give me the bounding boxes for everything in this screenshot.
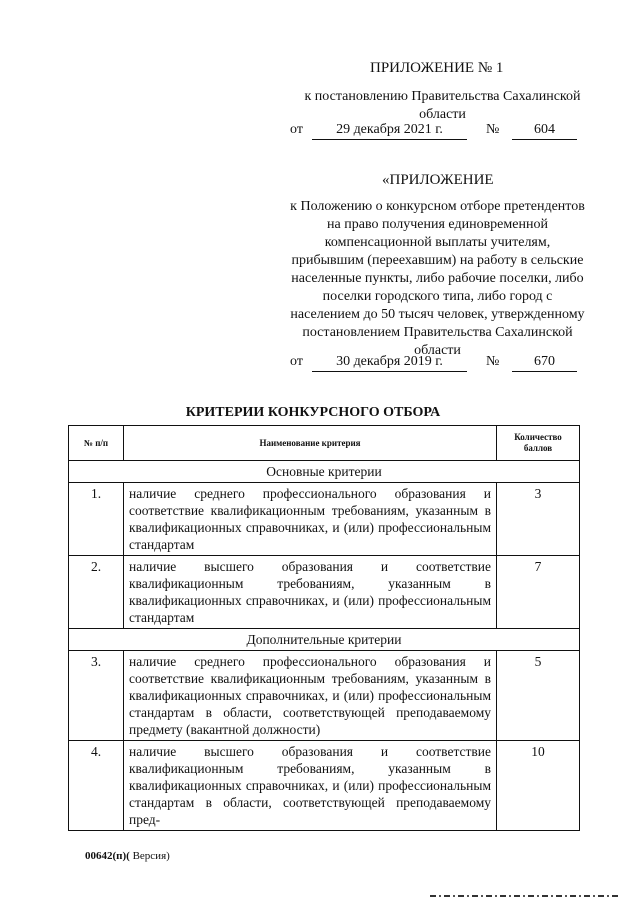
row-score: 7 [497, 556, 580, 629]
section-title: Дополнительные критерии [69, 629, 580, 651]
section-row [69, 461, 580, 483]
regulation-date: 30 декабря 2019 г. [312, 354, 467, 372]
appendix-subtitle: к постановлению Правительства Сахалинской области [304, 89, 581, 122]
document-code-text: 00642(п)( [85, 850, 130, 862]
number-sign: № [486, 354, 500, 369]
row-number: 4. [69, 741, 124, 831]
row-criterion: наличие высшего образования и соответствие квалификационным требованиям, указанным в квалификационных справочниках, и (или) профессиональным стандартам в области, соответствующей преподаваемому пред- [124, 741, 497, 831]
appendix-title: ПРИЛОЖЕНИЕ № 1 [370, 60, 504, 76]
table-row [69, 741, 580, 831]
document-version: Версия) [129, 850, 170, 862]
row-number: 2. [69, 556, 124, 629]
table-row [69, 556, 580, 629]
section-title: Основные критерии [69, 461, 580, 483]
regulation-appendix-title: «ПРИЛОЖЕНИЕ [382, 172, 494, 188]
row-criterion: наличие высшего образования и соответствие квалификационным требованиям, указанным в квалификационных справочниках, и (или) профессиональным стандартам [124, 556, 497, 629]
date-prefix: от [290, 354, 303, 369]
table-header-row [69, 426, 580, 461]
regulation-number: 670 [512, 354, 577, 372]
appendix-number: 604 [512, 122, 577, 140]
row-number: 3. [69, 651, 124, 741]
criteria-table [68, 425, 580, 831]
date-prefix: от [290, 122, 303, 137]
document-code [85, 850, 170, 862]
row-criterion: наличие среднего профессионального образования и соответствие квалификационным требованиям, указанным в квалификационных справочниках, и (или) профессиональным стандартам в области, соответствующей преподаваемому предмету (вакантной должности) [124, 651, 497, 741]
section-row [69, 629, 580, 651]
number-sign: № [486, 122, 500, 137]
regulation-appendix-text: к Положению о конкурсном отборе претендентов на право получения единовременной компенсационной выплаты учителям, прибывшим (переехавшим) на работу в сельские населенные пункты, либо рабочие поселки, либо поселки городского типа, либо город с населением до 50 тысяч человек, утвержденному постановлением Правительства Сахалинской области [290, 199, 585, 358]
regulation-date-line [290, 354, 585, 374]
row-score: 3 [497, 483, 580, 556]
header-criterion: Наименование критерия [124, 426, 497, 461]
header-number: № п/п [69, 426, 124, 461]
row-score: 10 [497, 741, 580, 831]
table-row [69, 483, 580, 556]
row-criterion: наличие среднего профессионального образования и соответствие квалификационным требованиям, указанным в квалификационных справочниках, и (или) профессиональным стандартам [124, 483, 497, 556]
appendix-date-line [290, 122, 585, 142]
appendix-date: 29 декабря 2021 г. [312, 122, 467, 140]
row-score: 5 [497, 651, 580, 741]
row-number: 1. [69, 483, 124, 556]
criteria-title: КРИТЕРИИ КОНКУРСНОГО ОТБОРА [185, 405, 441, 420]
header-score: Количество баллов [497, 426, 580, 461]
table-row [69, 651, 580, 741]
scan-artifact [430, 895, 620, 897]
